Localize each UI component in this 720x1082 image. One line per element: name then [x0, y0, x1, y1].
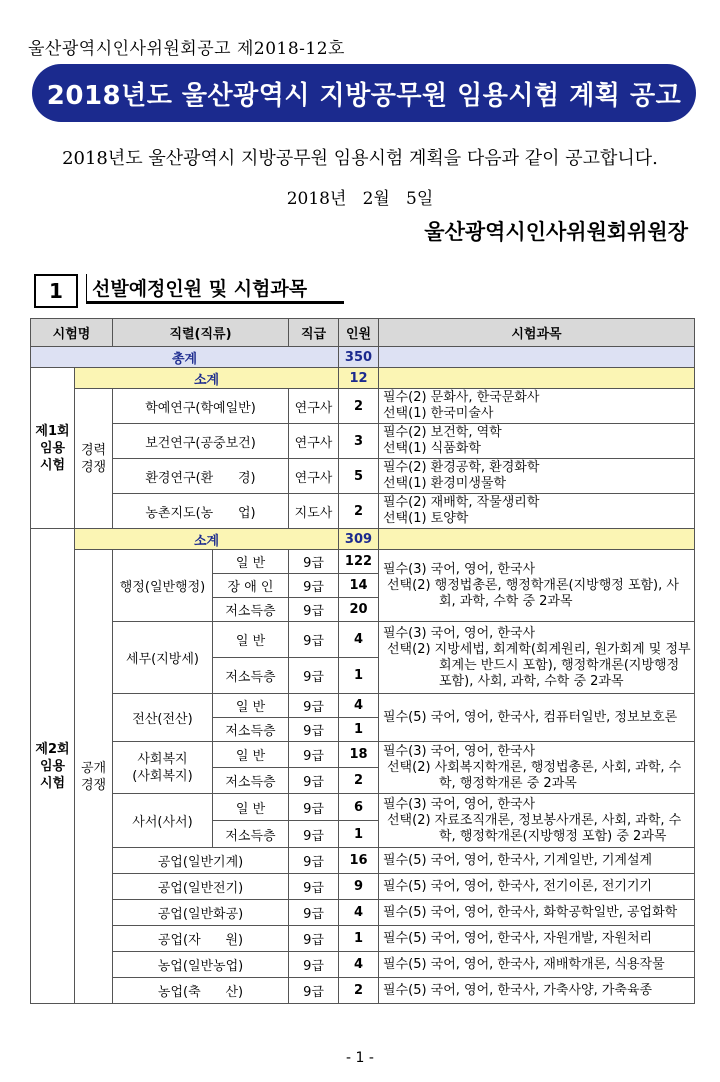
table-row: 저소득층 9급 1	[31, 821, 695, 848]
notice-date: 2018년 2월 5일	[286, 189, 434, 209]
total-label: 총계	[31, 347, 339, 368]
table-row: 경력 경쟁 학예연구(학예일반) 연구사 2 필수(2) 문화사, 한국문화사 선택(1) 한국미술사	[31, 389, 695, 424]
group1-subtotal-row	[31, 368, 695, 389]
group1-exam-name: 제1회 임용 시험	[31, 368, 75, 529]
table-row: 농업(일반농업) 9급 4 필수(5) 국어, 영어, 한국사, 재배학개론, 식용작물	[31, 952, 695, 978]
table-row: 전산(전산) 일 반 9급 4 필수(5) 국어, 영어, 한국사, 컴퓨터일반, 정보보호론	[31, 694, 695, 718]
group2-exam-name: 제2회 임용 시험	[31, 529, 75, 1004]
issuer: 울산광역시인사위원회위원장	[424, 220, 688, 244]
total-row	[31, 347, 695, 368]
total-count: 350	[339, 347, 379, 368]
table-row: 저소득층 9급 1	[31, 718, 695, 742]
intro-text: 2018년도 울산광역시 지방공무원 임용시험 계획을 다음과 같이 공고합니다.	[62, 148, 658, 169]
table-row: 공개 경쟁 행정(일반행정) 일 반 9급 122 필수(3) 국어, 영어, 한국사 선택(2) 행정법총론, 행정학개론(지방행정 포함), 사회, 과학, 수학 중 2과목	[31, 550, 695, 574]
table-row: 환경연구(환 경) 연구사 5 필수(2) 환경공학, 환경화학 선택(1) 환경미생물학	[31, 459, 695, 494]
col-series: 직렬(직류)	[113, 319, 289, 347]
group2-subtotal-label: 소계	[75, 529, 339, 550]
group2-category: 공개 경쟁	[75, 550, 113, 1004]
table-row: 저소득층 9급 20	[31, 598, 695, 622]
table-row: 농업(축 산) 9급 2 필수(5) 국어, 영어, 한국사, 가축사양, 가축육종	[31, 978, 695, 1004]
group1-subtotal-label: 소계	[75, 368, 339, 389]
group2-subtotal-count: 309	[339, 529, 379, 550]
group2-subtotal-row	[31, 529, 695, 550]
group1-category: 경력 경쟁	[75, 389, 113, 529]
table-row: 농촌지도(농 업) 지도사 2 필수(2) 재배학, 작물생리학 선택(1) 토양학	[31, 494, 695, 529]
table-row: 세무(지방세) 일 반 9급 4 필수(3) 국어, 영어, 한국사 선택(2) 지방세법, 회계학(회계원리, 원가회계 및 정부회계는 반드시 포함), 행정학개론(지방행정 포함), 사회, 과학, 수학 중 2과목	[31, 622, 695, 658]
table-row: 저소득층 9급 1	[31, 658, 695, 694]
section-title: 선발예정인원 및 시험과목	[86, 274, 344, 304]
table-row: 저소득층 9급 2	[31, 768, 695, 794]
col-subjects: 시험과목	[379, 319, 695, 347]
table-row: 공업(일반전기) 9급 9 필수(5) 국어, 영어, 한국사, 전기이론, 전기기기	[31, 874, 695, 900]
page-title: 2018년도 울산광역시 지방공무원 임용시험 계획 공고	[32, 64, 696, 122]
table-row: 사회복지 (사회복지) 일 반 9급 18 필수(3) 국어, 영어, 한국사 선택(2) 사회복지학개론, 행정법총론, 사회, 과학, 수학, 행정학개론 중 2과목	[31, 742, 695, 768]
notice-number: 울산광역시인사위원회공고 제2018-12호	[28, 39, 345, 59]
table-header-row	[31, 319, 695, 347]
col-exam: 시험명	[31, 319, 113, 347]
table-row: 공업(자 원) 9급 1 필수(5) 국어, 영어, 한국사, 자원개발, 자원처리	[31, 926, 695, 952]
table-row: 장 애 인 9급 14	[31, 574, 695, 598]
col-count: 인원	[339, 319, 379, 347]
table-row: 보건연구(공중보건) 연구사 3 필수(2) 보건학, 역학 선택(1) 식품화학	[31, 424, 695, 459]
col-grade: 직급	[289, 319, 339, 347]
table-row: 사서(사서) 일 반 9급 6 필수(3) 국어, 영어, 한국사 선택(2) 자료조직개론, 정보봉사개론, 사회, 과학, 수학, 행정학개론(지방행정 포함) 중 2과목	[31, 794, 695, 821]
table-row: 공업(일반기계) 9급 16 필수(5) 국어, 영어, 한국사, 기계일반, 기계설계	[31, 848, 695, 874]
section-number: 1	[34, 274, 78, 308]
page-number: - 1 -	[346, 1050, 374, 1066]
recruitment-table	[30, 318, 695, 1004]
group1-subtotal-count: 12	[339, 368, 379, 389]
table-row: 공업(일반화공) 9급 4 필수(5) 국어, 영어, 한국사, 화학공학일반, 공업화학	[31, 900, 695, 926]
